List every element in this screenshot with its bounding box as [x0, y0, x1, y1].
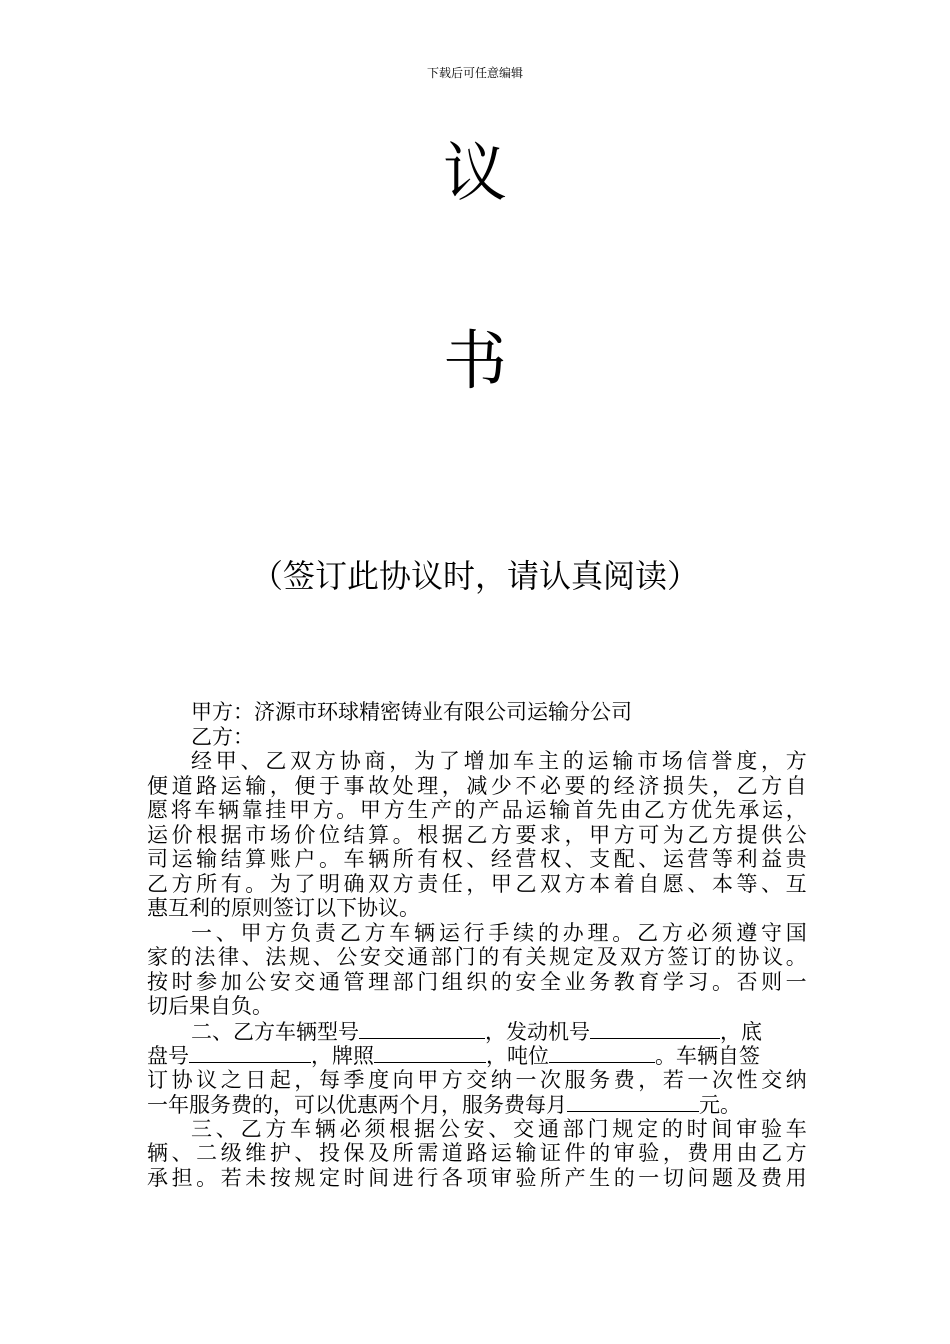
intro-line: 司 运 输 结 算 账 户 。 车 辆 所 有 权 、 经 营 权 、 支 配 、 运 营 等 利 益 贵: [147, 847, 807, 871]
subtitle: （签订此协议时，请认真阅读）: [250, 557, 699, 595]
clause-1-line: 一 、 甲 方 负 责 乙 方 车 辆 运 行 手 续 的 办 理 。 乙 方 必 须 遵 守 国: [191, 920, 807, 945]
clause-3-line: 三 、 乙 方 车 辆 必 须 根 据 公 安 、 交 通 部 门 规 定 的 时 间 审 验 车: [191, 1116, 807, 1141]
clause-2-line-4: [147, 1092, 807, 1117]
clause-1-line: 家 的 法 律 、 法 规 、 公 安 交 通 部 门 的 有 关 规 定 及 双 方 签 订 的 协 议 。: [147, 945, 807, 969]
clause-2-text: ，吨位: [486, 1044, 549, 1068]
clause-2-text: ，底: [720, 1019, 762, 1044]
chassis-number-blank: [189, 1043, 311, 1063]
title-char-2: 书: [443, 325, 507, 399]
clause-2-text: 。车辆自签: [655, 1044, 760, 1068]
license-plate-blank: [374, 1043, 486, 1063]
clause-2-text: 一年服务费的，可以优惠两个月，服务费每月: [147, 1093, 567, 1117]
engine-number-blank: [590, 1019, 720, 1039]
clause-2-line-1: [147, 1019, 807, 1044]
clause-2-text: ，发动机号: [485, 1019, 590, 1044]
intro-line: 愿 将 车 辆 靠 挂 甲 方 。 甲 方 生 产 的 产 品 运 输 首 先 由 乙 方 优 先 承 运 ，: [147, 798, 807, 822]
clause-2-text: 盘号: [147, 1044, 189, 1068]
clause-2-text: 元。: [699, 1093, 741, 1117]
party-b-line: 乙方：: [191, 724, 254, 749]
intro-line: 运 价 根 据 市 场 价 位 结 算 。 根 据 乙 方 要 求 ， 甲 方 可 为 乙 方 提 供 公: [147, 822, 807, 847]
party-a-line: 甲方：济源市环球精密铸业有限公司运输分公司: [191, 700, 632, 724]
intro-line: 惠互利的原则签订以下协议。: [147, 896, 420, 920]
monthly-fee-blank: [567, 1092, 699, 1112]
clause-2-text: ，牌照: [311, 1044, 374, 1068]
clause-3-line: 承 担 。 若 未 按 规 定 时 间 进 行 各 项 审 验 所 产 生 的 一 切 问 题 及 费 用: [147, 1165, 807, 1190]
clause-2-line-3: 订 协 议 之 日 起 ， 每 季 度 向 甲 方 交 纳 一 次 服 务 费 ， 若 一 次 性 交 纳: [147, 1067, 807, 1092]
intro-line: 乙 方 所 有 。 为 了 明 确 双 方 责 任 ， 甲 乙 双 方 本 着 自 愿 、 本 等 、 互: [147, 871, 807, 896]
intro-line: 经 甲 、 乙 双 方 协 商 ， 为 了 增 加 车 主 的 运 输 市 场 信 誉 度 ， 方: [191, 749, 807, 773]
clause-1-line: 按 时 参 加 公 安 交 通 管 理 部 门 组 织 的 安 全 业 务 教 育 学 习 。 否 则 一: [147, 969, 807, 994]
clause-1-line: 切后果自负。: [147, 994, 273, 1018]
title-char-1: 议: [443, 137, 507, 211]
intro-line: 便 道 路 运 输 ， 便 于 事 故 处 理 ， 减 少 不 必 要 的 经 济 损 失 ， 乙 方 自: [147, 773, 807, 798]
vehicle-model-blank: [359, 1019, 485, 1039]
header-note: 下载后可任意编辑: [426, 66, 523, 80]
tonnage-blank: [549, 1043, 655, 1063]
clause-3-line: 辆 、 二 级 维 护 、 投 保 及 所 需 道 路 运 输 证 件 的 审 验 ， 费 用 由 乙 方: [147, 1141, 807, 1165]
clause-2-line-2: [147, 1043, 807, 1068]
clause-2-text: 二、乙方车辆型号: [191, 1019, 359, 1044]
agreement-body: [147, 700, 807, 1190]
